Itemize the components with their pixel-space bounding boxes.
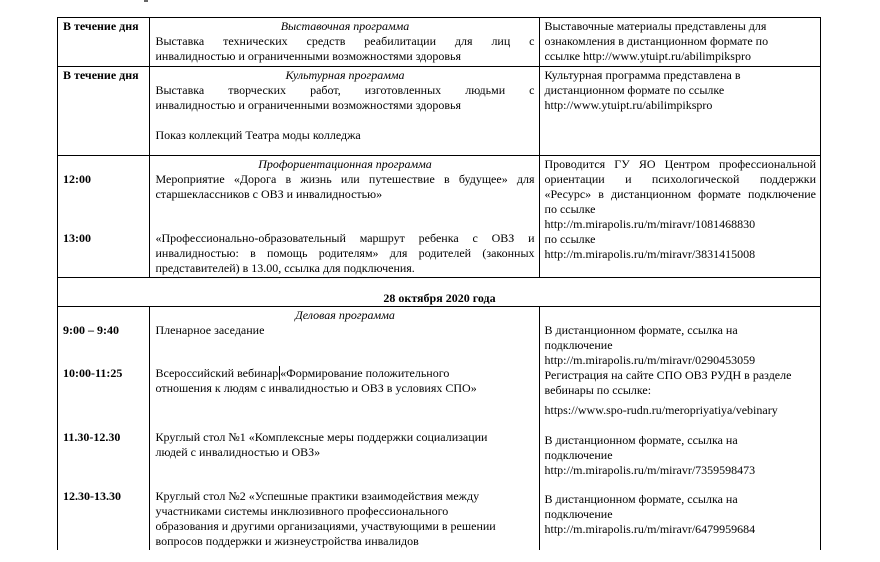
time-text: 12:00 [63,172,91,186]
info-text: Культурная программа представлена в [544,68,741,82]
time-cell [58,67,150,156]
page-edge-mark [144,0,148,2]
time-text: 12.30-13.30 [63,489,121,503]
event-text: Выставка творческих работ, изготовленных людьми с [155,83,535,97]
time-text: В течение дня [63,68,139,82]
event-text-part: Всероссийский вебинар [155,366,279,380]
info-link[interactable]: http://m.mirapolis.ru/m/miravr/6479959684 [544,522,756,536]
info-text: Проводится ГУ ЯО Центром профессиональной [544,157,816,171]
table-row-culture [58,67,821,156]
info-text: по ссылке [544,202,596,216]
event-text: представителей) в 13.00, ссылка для подключения. [155,261,415,275]
event-cell [150,156,539,278]
event-text: Мероприятие «Дорога в жизнь или путешествие в будущее» для [155,172,535,186]
event-text: образования и другими организациями, участвующими в решении [155,519,496,533]
time-text: 10:00-11:25 [63,366,123,380]
info-text: подключение [544,338,613,352]
info-link[interactable]: http://m.mirapolis.ru/m/miravr/0290453059 [544,353,756,367]
date-header: 28 октября 2020 года [383,291,496,305]
time-text: 13:00 [63,231,91,245]
event-text: старшеклассников с ОВЗ и инвалидностью» [155,187,383,201]
section-title-exhibition: Выставочная программа [280,19,410,33]
event-cell [150,18,539,67]
event-text: инвалидностью и ограниченными возможностями здоровья [155,98,462,112]
event-text: инвалидностью и ограниченными возможностями здоровья [155,49,462,63]
event-text: вопросов поддержки и жизнеустройства инвалидов [155,534,419,548]
info-cell [539,18,820,67]
event-text: Показ коллекций Театра моды колледжа [155,128,361,142]
event-cell [150,307,539,551]
event-text: инвалидностью: в помощь родителям» для родителей (законных [155,246,535,260]
info-text: ознакомления в дистанционном формате по [544,34,769,48]
info-text: дистанционном формате по ссылке [544,83,725,97]
time-text: 11.30-12.30 [63,430,121,444]
section-title-business: Деловая программа [295,308,395,322]
info-link[interactable]: http://m.mirapolis.ru/m/miravr/3831415008 [544,247,756,261]
event-text: участниками системы инклюзивного профессионального [155,504,449,518]
table-row-exhibition [58,18,821,67]
info-text: «Ресурс» в дистанционном формате подключение [544,187,816,201]
time-cell [58,307,150,551]
info-cell [539,67,820,156]
event-text: отношения к людям с инвалидностью и ОВЗ в условиях СПО» [155,381,477,395]
event-cell [150,67,539,156]
section-title-culture: Культурная программа [285,68,405,82]
date-header-cell [58,278,821,307]
info-link[interactable]: http://www.ytuipt.ru/abilimpikspro [544,98,713,112]
event-text [155,366,534,381]
event-text: Круглый стол №1 «Комплексные меры поддержки социализации [155,430,488,444]
event-text: Выставка технических средств реабилитации для лиц с [155,34,535,48]
event-text: «Профессионально-образовательный маршрут ребенка с ОВЗ и [155,231,535,245]
info-text: Выставочные материалы представлены для [544,19,767,33]
info-link[interactable]: http://m.mirapolis.ru/m/miravr/1081468830 [544,217,756,231]
info-text: вебинары по ссылке: [544,383,652,397]
info-text: В дистанционном формате, ссылка на [544,433,738,447]
info-link[interactable]: http://m.mirapolis.ru/m/miravr/7359598473 [544,463,756,477]
event-text: людей с инвалидностью и ОВЗ» [155,445,321,459]
info-cell [539,307,820,551]
table-row-date [58,278,821,307]
schedule-table [57,17,821,550]
table-row-career [58,156,821,278]
event-text: Пленарное заседание [155,323,265,337]
info-link[interactable]: ссылке http://www.ytuipt.ru/abilimpikspro [544,49,751,63]
event-text-part: «Формирование положительного [280,366,450,380]
time-cell [58,18,150,67]
time-text: В течение дня [63,19,139,33]
info-text: В дистанционном формате, ссылка на [544,492,738,506]
info-text: по ссылке [544,232,596,246]
section-title-career: Профориентационная программа [258,157,432,171]
info-link[interactable]: https://www.spo-rudn.ru/meropriyatiya/vebinary [544,403,778,417]
info-text: подключение [544,507,613,521]
time-cell [58,156,150,278]
time-text: 9:00 – 9:40 [63,323,119,337]
info-text: В дистанционном формате, ссылка на [544,323,738,337]
info-cell [539,156,820,278]
event-text: Круглый стол №2 «Успешные практики взаимодействия между [155,489,480,503]
info-text: Регистрация на сайте СПО ОВЗ РУДН в разделе [544,368,792,382]
info-text: подключение [544,448,613,462]
table-row-business [58,307,821,551]
info-text: ориентации и психологической поддержки [544,172,816,186]
